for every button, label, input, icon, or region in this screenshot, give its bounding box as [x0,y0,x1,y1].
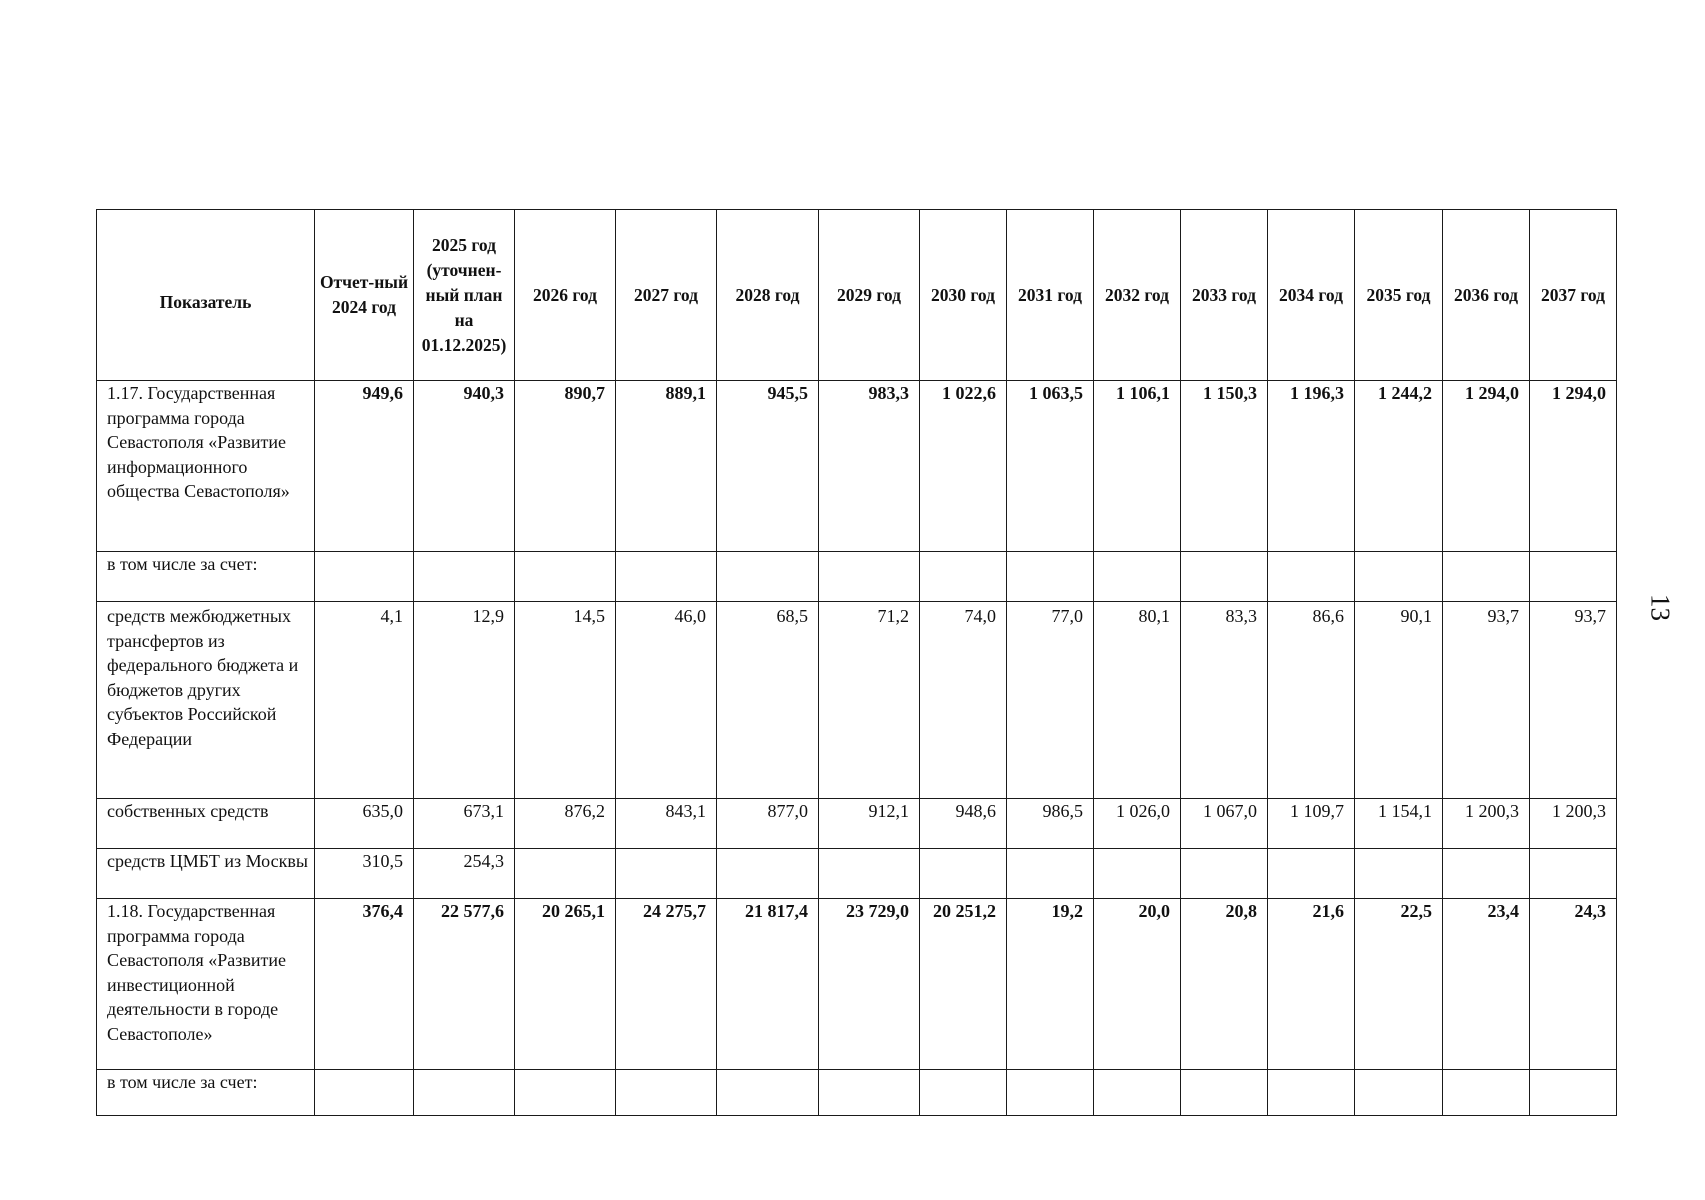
table-cell [1443,1070,1530,1116]
table-cell: 877,0 [717,799,819,849]
table-cell [1094,552,1181,602]
table-cell [1007,552,1094,602]
table-cell: 1 196,3 [1268,381,1355,552]
table-cell: 1 200,3 [1443,799,1530,849]
row-label: собственных средств [97,799,315,849]
row-label: в том числе за счет: [97,1070,315,1116]
table-cell: 1 026,0 [1094,799,1181,849]
table-cell: 948,6 [920,799,1007,849]
page-number: 13 [1645,594,1676,621]
table-cell: 22 577,6 [414,899,515,1070]
table-cell: 876,2 [515,799,616,849]
table-cell [1355,1070,1443,1116]
table-cell [414,1070,515,1116]
table-cell [1355,552,1443,602]
table-cell: 14,5 [515,602,616,799]
table-cell: 890,7 [515,381,616,552]
header-2025: 2025 год (уточнен-ный план на 01.12.2025) [414,210,515,381]
table-cell: 1 067,0 [1181,799,1268,849]
table-cell: 74,0 [920,602,1007,799]
table-cell: 1 109,7 [1268,799,1355,849]
table-cell [1268,1070,1355,1116]
table-cell [717,1070,819,1116]
table-cell: 19,2 [1007,899,1094,1070]
row-label: 1.17. Государственная программа города Севастополя «Развитие информационного общества Севастополя» [97,381,315,552]
table-cell: 843,1 [616,799,717,849]
table-row-cmbt-moscow [97,849,1617,899]
header-2032: 2032 год [1094,210,1181,381]
table-cell [717,552,819,602]
table-cell: 4,1 [315,602,414,799]
table-cell: 22,5 [1355,899,1443,1070]
table-cell: 1 294,0 [1443,381,1530,552]
table-cell [1007,1070,1094,1116]
table-cell: 945,5 [717,381,819,552]
table-cell: 83,3 [1181,602,1268,799]
table-cell [717,849,819,899]
table-cell [1094,1070,1181,1116]
table-cell: 23,4 [1443,899,1530,1070]
table-cell [616,849,717,899]
table-cell: 254,3 [414,849,515,899]
table-cell [1355,849,1443,899]
table-cell: 889,1 [616,381,717,552]
header-2035: 2035 год [1355,210,1443,381]
table-cell: 21 817,4 [717,899,819,1070]
table-cell [315,1070,414,1116]
header-2036: 2036 год [1443,210,1530,381]
table-cell: 24 275,7 [616,899,717,1070]
table-cell: 673,1 [414,799,515,849]
table-cell: 635,0 [315,799,414,849]
table-cell: 1 154,1 [1355,799,1443,849]
header-2033: 2033 год [1181,210,1268,381]
table-cell: 24,3 [1530,899,1617,1070]
table-cell [920,849,1007,899]
table-cell [414,552,515,602]
header-2027: 2027 год [616,210,717,381]
table-row-interbudget-transfers [97,602,1617,799]
table-cell: 983,3 [819,381,920,552]
table-cell [1443,552,1530,602]
table-cell: 93,7 [1443,602,1530,799]
table-cell [515,552,616,602]
table-cell [1268,552,1355,602]
table-cell [819,1070,920,1116]
table-row-program-1-17 [97,381,1617,552]
header-2031: 2031 год [1007,210,1094,381]
table-cell: 1 200,3 [1530,799,1617,849]
table-cell [315,552,414,602]
table-cell: 1 244,2 [1355,381,1443,552]
table-row-program-1-18 [97,899,1617,1070]
table-cell: 20,0 [1094,899,1181,1070]
table-cell: 12,9 [414,602,515,799]
table-cell: 93,7 [1530,602,1617,799]
table-cell [819,552,920,602]
table-cell: 1 294,0 [1530,381,1617,552]
table-cell: 20,8 [1181,899,1268,1070]
table-cell: 86,6 [1268,602,1355,799]
table-cell [1443,849,1530,899]
table-cell: 949,6 [315,381,414,552]
table-cell: 71,2 [819,602,920,799]
table-cell: 940,3 [414,381,515,552]
header-2028: 2028 год [717,210,819,381]
table-cell [515,849,616,899]
table-cell [1181,1070,1268,1116]
table-row-including [97,1070,1617,1116]
header-2024: Отчет-ный 2024 год [315,210,414,381]
table-header-row [97,210,1617,381]
table-cell: 1 106,1 [1094,381,1181,552]
table-cell [616,1070,717,1116]
row-label: средств межбюджетных трансфертов из федерального бюджета и бюджетов других субъектов Российской Федерации [97,602,315,799]
table-cell: 90,1 [1355,602,1443,799]
header-2034: 2034 год [1268,210,1355,381]
table-cell: 986,5 [1007,799,1094,849]
table-cell [1268,849,1355,899]
table-cell [920,1070,1007,1116]
row-label: средств ЦМБТ из Москвы [97,849,315,899]
table-cell [515,1070,616,1116]
header-2026: 2026 год [515,210,616,381]
table-cell: 310,5 [315,849,414,899]
table-cell: 23 729,0 [819,899,920,1070]
header-2029: 2029 год [819,210,920,381]
table-cell [616,552,717,602]
table-cell [819,849,920,899]
table-cell [1530,552,1617,602]
budget-table [96,209,1617,1116]
table-cell: 20 251,2 [920,899,1007,1070]
table-cell [1530,1070,1617,1116]
header-2037: 2037 год [1530,210,1617,381]
table-cell: 1 022,6 [920,381,1007,552]
table-row-own-funds [97,799,1617,849]
table-row-including [97,552,1617,602]
table-cell: 1 150,3 [1181,381,1268,552]
table-cell: 21,6 [1268,899,1355,1070]
table-cell: 77,0 [1007,602,1094,799]
table-cell: 46,0 [616,602,717,799]
table-cell: 20 265,1 [515,899,616,1070]
table-cell: 80,1 [1094,602,1181,799]
header-indicator: Показатель [97,210,315,381]
table-cell [1094,849,1181,899]
table-cell [1007,849,1094,899]
table-cell [1181,849,1268,899]
table-cell: 1 063,5 [1007,381,1094,552]
table-cell [1530,849,1617,899]
row-label: 1.18. Государственная программа города Севастополя «Развитие инвестиционной деятельности в городе Севастополе» [97,899,315,1070]
table-cell: 68,5 [717,602,819,799]
table-cell [920,552,1007,602]
header-2030: 2030 год [920,210,1007,381]
table-cell: 912,1 [819,799,920,849]
table-cell: 376,4 [315,899,414,1070]
table-cell [1181,552,1268,602]
row-label: в том числе за счет: [97,552,315,602]
